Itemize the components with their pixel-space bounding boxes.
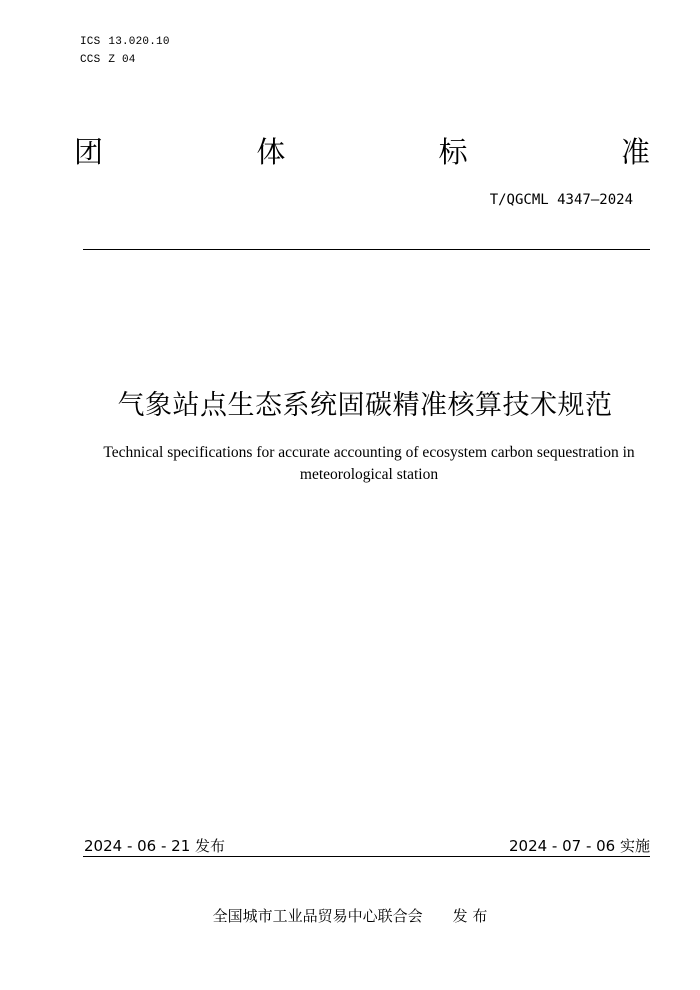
chinese-title: 气象站点生态系统固碳精准核算技术规范	[117, 390, 613, 421]
standard-type-char: 团	[74, 135, 104, 169]
standard-type-char: 准	[620, 135, 650, 169]
issuer-line	[0, 905, 700, 926]
standard-number: T/QGCML 4347—2024	[489, 192, 633, 208]
english-title: Technical specifications for accurate accounting of ecosystem carbon sequestration in meteorological station	[103, 444, 635, 483]
issuer-action: 发 布	[452, 907, 488, 925]
ccs-label: CCS	[80, 54, 101, 66]
ccs-code: Z 04	[108, 54, 136, 66]
standard-type-char: 标	[438, 135, 468, 169]
ics-line	[80, 36, 170, 48]
standard-type-heading	[74, 130, 650, 171]
footer-divider	[83, 856, 650, 857]
implement-date: 2024 - 07 - 06 实施	[508, 837, 650, 855]
ccs-line	[80, 54, 136, 66]
ics-code: 13.020.10	[108, 36, 170, 48]
header-divider	[83, 249, 650, 250]
ics-label: ICS	[80, 36, 101, 48]
issuer-organization: 全国城市工业品贸易中心联合会	[212, 907, 423, 925]
publish-date: 2024 - 06 - 21 发布	[84, 837, 226, 855]
standard-type-char: 体	[256, 135, 286, 169]
